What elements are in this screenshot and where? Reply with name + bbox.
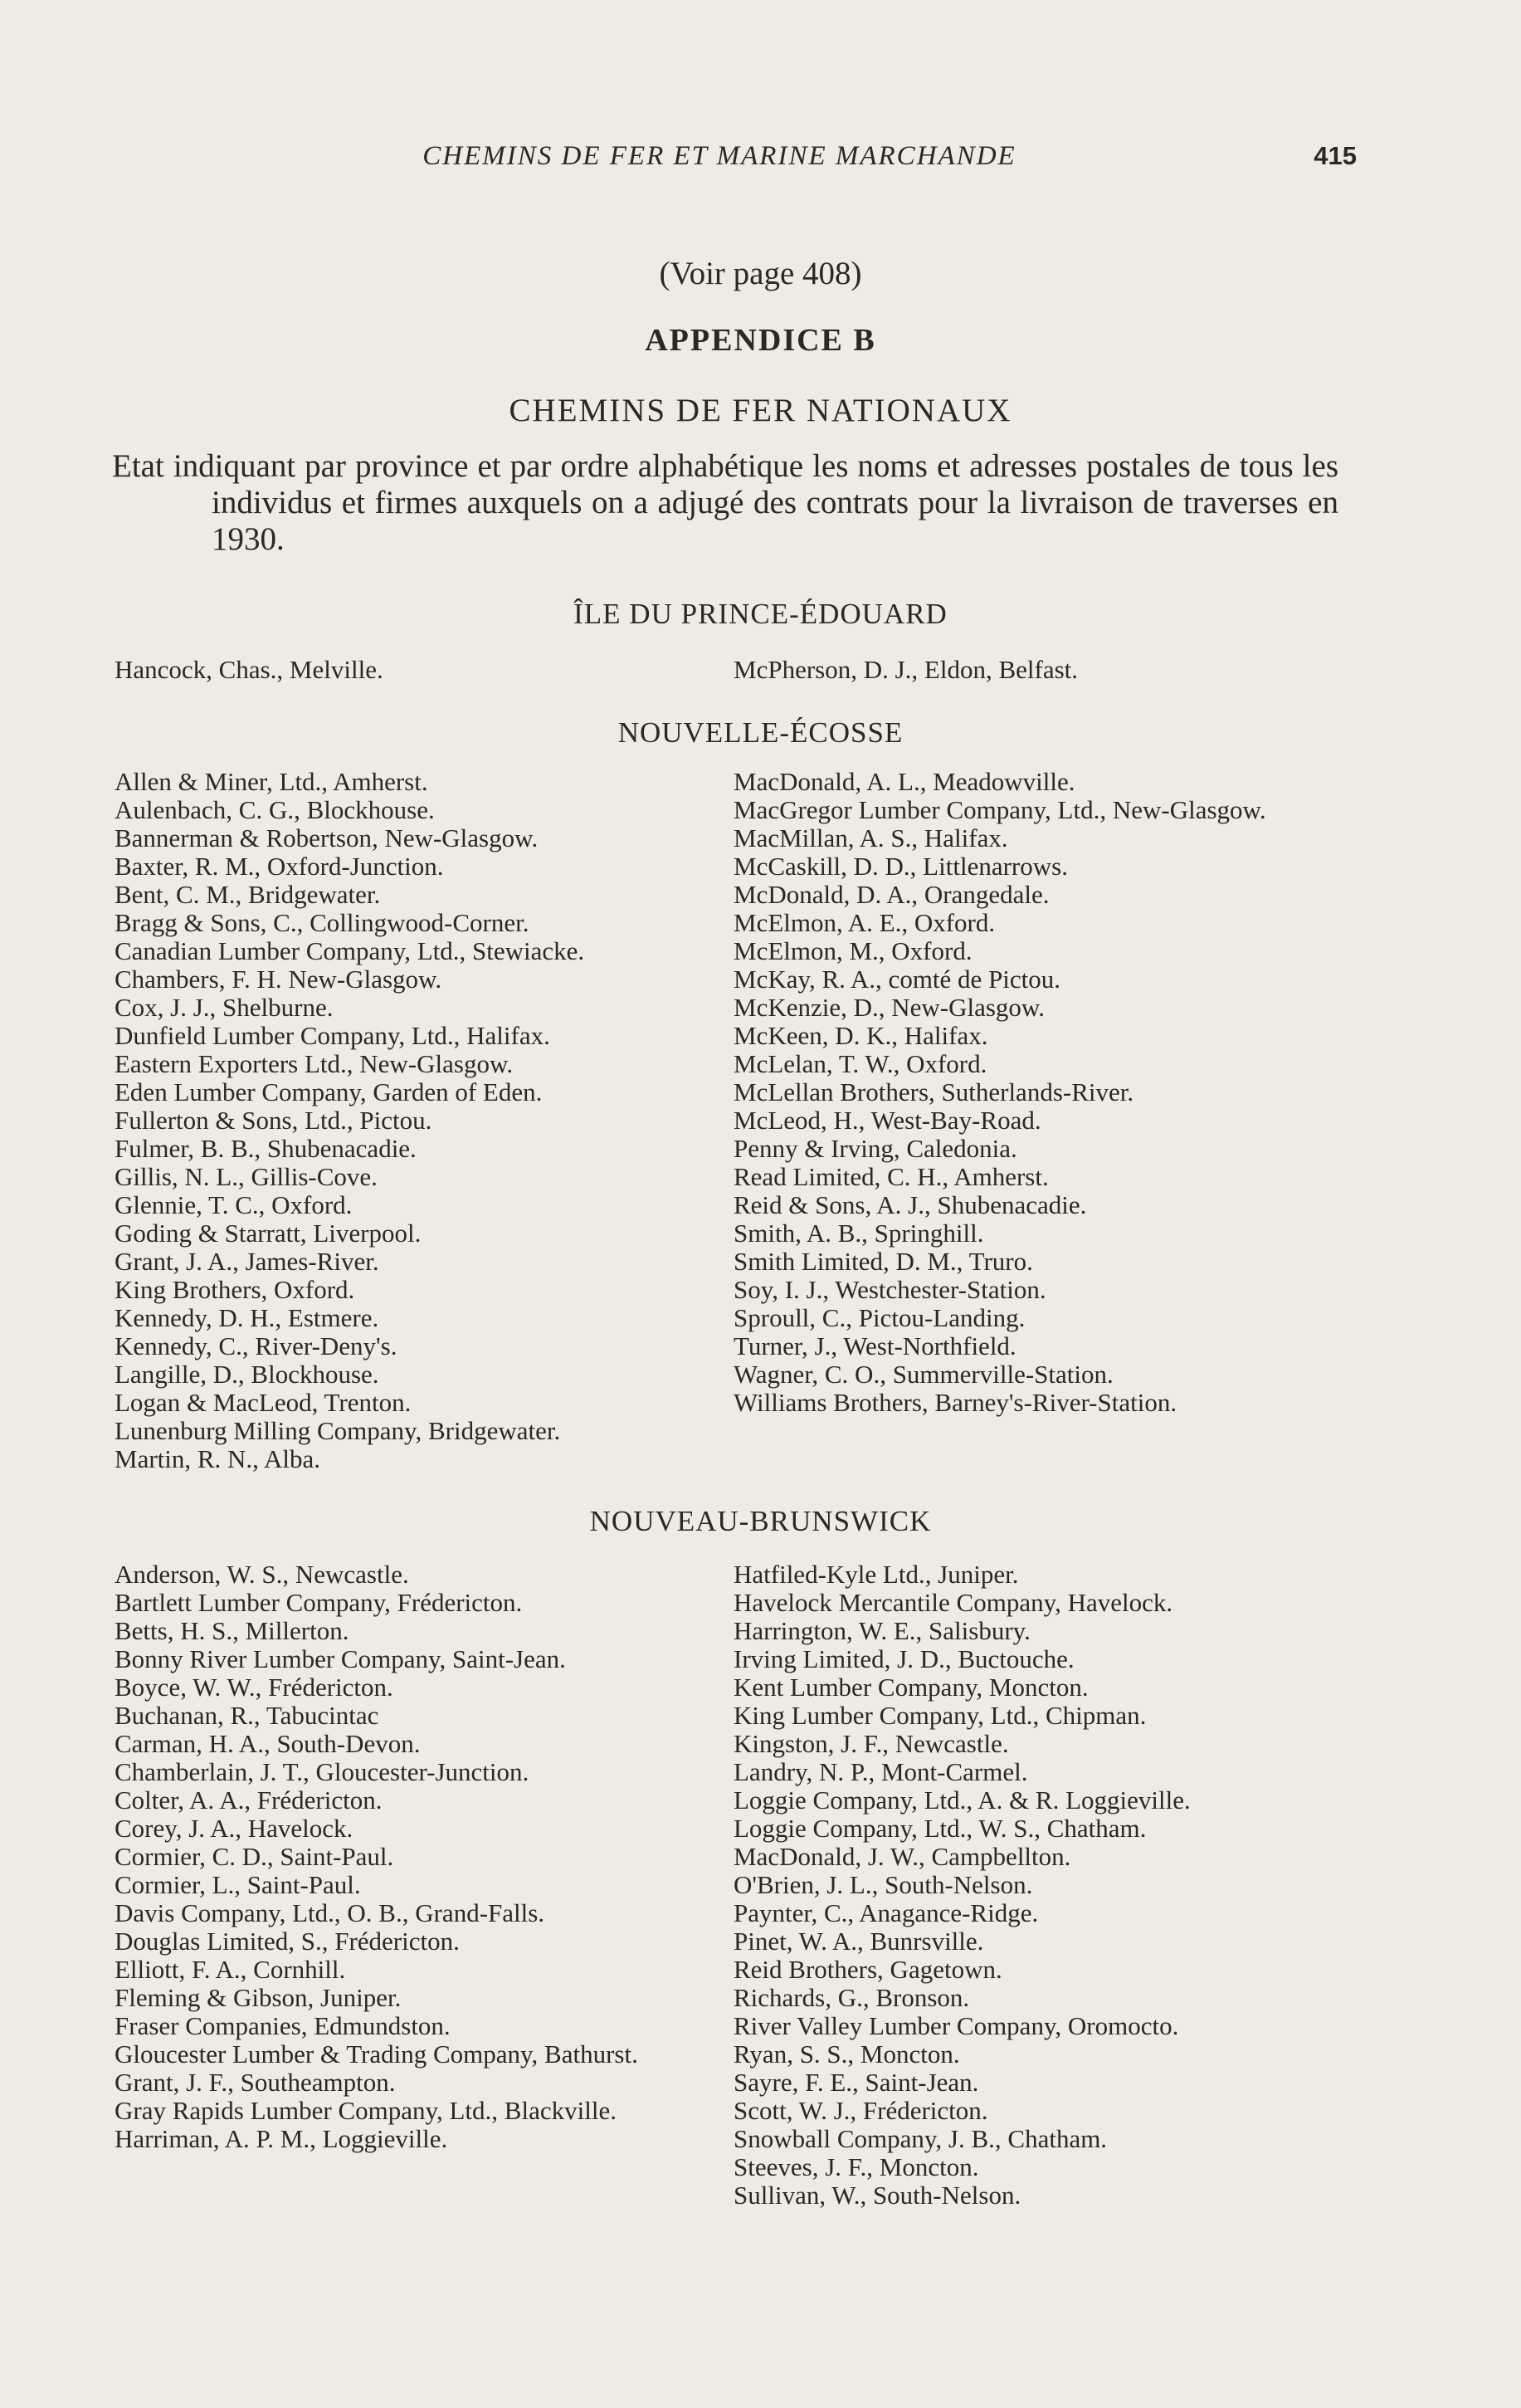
list-entry: Havelock Mercantile Company, Havelock. [734,1588,1173,1617]
list-entry: Ryan, S. S., Moncton. [734,2039,960,2069]
list-entry: Carman, H. A., South-Devon. [115,1729,421,1758]
list-entry: Wagner, C. O., Summerville-Station. [734,1360,1114,1389]
list-entry: Gloucester Lumber & Trading Company, Bathurst. [115,2039,638,2069]
list-entry: Canadian Lumber Company, Ltd., Stewiacke. [115,936,585,965]
list-entry: Dunfield Lumber Company, Ltd., Halifax. [115,1021,550,1050]
list-entry: Harriman, A. P. M., Loggieville. [115,2124,448,2153]
list-entry: River Valley Lumber Company, Oromocto. [734,2011,1179,2040]
section-heading-pei: ÎLE DU PRINCE-ÉDOUARD [573,598,948,630]
list-entry: Irving Limited, J. D., Buctouche. [734,1644,1075,1673]
list-entry: Turner, J., West-Northfield. [734,1331,1016,1360]
list-entry: Glennie, T. C., Oxford. [115,1190,353,1219]
list-entry: MacGregor Lumber Company, Ltd., New-Glasgow. [734,795,1266,824]
list-entry: MacDonald, J. W., Campbellton. [734,1842,1071,1871]
list-entry: Penny & Irving, Caledonia. [734,1134,1017,1163]
list-entry: Kennedy, C., River-Deny's. [115,1331,397,1360]
list-entry: McLelan, T. W., Oxford. [734,1049,987,1078]
list-entry: Martin, R. N., Alba. [115,1444,320,1473]
ns-list-right [734,768,1343,1417]
list-entry: Grant, J. A., James-River. [115,1247,379,1276]
list-entry: Chambers, F. H. New-Glasgow. [115,965,442,994]
list-entry: Eden Lumber Company, Garden of Eden. [115,1077,543,1106]
list-entry: McCaskill, D. D., Littlenarrows. [734,852,1068,881]
list-entry: Logan & MacLeod, Trenton. [115,1388,412,1417]
list-entry: Aulenbach, C. G., Blockhouse. [115,795,435,824]
list-entry: O'Brien, J. L., South-Nelson. [734,1870,1033,1899]
list-entry: Cormier, C. D., Saint-Paul. [115,1842,394,1871]
list-entry: Bent, C. M., Bridgewater. [115,880,381,909]
list-entry: Betts, H. S., Millerton. [115,1616,349,1645]
list-entry: Eastern Exporters Ltd., New-Glasgow. [115,1049,514,1078]
pei-list-right [734,656,1343,684]
list-entry: Anderson, W. S., Newcastle. [115,1560,409,1589]
list-entry: Langille, D., Blockhouse. [115,1360,379,1389]
list-entry: Steeves, J. F., Moncton. [734,2152,979,2181]
list-entry: Douglas Limited, S., Frédericton. [115,1927,460,1956]
appendix-title: APPENDICE B [645,323,876,358]
list-entry: Read Limited, C. H., Amherst. [734,1162,1049,1191]
list-entry: Snowball Company, J. B., Chatham. [734,2124,1108,2153]
list-entry: King Brothers, Oxford. [115,1275,355,1304]
list-entry: Baxter, R. M., Oxford-Junction. [115,852,444,881]
list-entry: Chamberlain, J. T., Gloucester-Junction. [115,1757,529,1786]
running-header [0,135,1521,177]
list-entry: Loggie Company, Ltd., A. & R. Loggieville. [734,1785,1191,1815]
list-entry: Cox, J. J., Shelburne. [115,993,334,1022]
list-entry: Smith Limited, D. M., Truro. [734,1247,1033,1276]
list-entry: Colter, A. A., Frédericton. [115,1785,383,1815]
list-entry: Bragg & Sons, C., Collingwood-Corner. [115,908,529,937]
network-title: CHEMINS DE FER NATIONAUX [509,393,1012,428]
list-entry: McKeen, D. K., Halifax. [734,1021,988,1050]
list-entry: Scott, W. J., Frédericton. [734,2096,988,2125]
list-entry: McLellan Brothers, Sutherlands-River. [734,1077,1134,1106]
nb-list-left [115,1561,709,2153]
list-entry: Loggie Company, Ltd., W. S., Chatham. [734,1814,1147,1843]
list-entry: Buchanan, R., Tabucintac [115,1701,379,1730]
ns-list-left [115,768,709,1473]
list-entry: Pinet, W. A., Bunrsville. [734,1927,984,1956]
list-entry: Williams Brothers, Barney's-River-Station. [734,1388,1177,1417]
list-entry: Smith, A. B., Springhill. [734,1219,984,1248]
list-entry: Gray Rapids Lumber Company, Ltd., Blackville. [115,2096,617,2125]
list-entry: Kent Lumber Company, Moncton. [734,1673,1089,1702]
list-entry: Sproull, C., Pictou-Landing. [734,1303,1026,1332]
list-entry: McElmon, A. E., Oxford. [734,908,996,937]
list-entry: Sullivan, W., South-Nelson. [734,2181,1021,2210]
list-entry: Bonny River Lumber Company, Saint-Jean. [115,1644,566,1673]
list-entry: Davis Company, Ltd., O. B., Grand-Falls. [115,1898,545,1927]
list-entry: Reid Brothers, Gagetown. [734,1955,1002,1984]
list-entry: Kennedy, D. H., Estmere. [115,1303,379,1332]
list-entry: Bartlett Lumber Company, Frédericton. [115,1588,523,1617]
pei-list-left [115,656,709,684]
page-reference: (Voir page 408) [659,256,862,291]
list-entry: Fleming & Gibson, Juniper. [115,1983,402,2012]
list-entry: Richards, G., Bronson. [734,1983,970,2012]
nb-list-right [734,1561,1343,2210]
list-entry: McDonald, D. A., Orangedale. [734,880,1050,909]
list-entry: McElmon, M., Oxford. [734,936,973,965]
running-title: CHEMINS DE FER ET MARINE MARCHANDE [422,141,1016,171]
list-entry: Lunenburg Milling Company, Bridgewater. [115,1416,561,1445]
list-entry: Goding & Starratt, Liverpool. [115,1219,422,1248]
list-entry: Gillis, N. L., Gillis-Cove. [115,1162,378,1191]
section-heading-ns: NOUVELLE-ÉCOSSE [617,716,904,749]
list-entry: Kingston, J. F., Newcastle. [734,1729,1009,1758]
list-entry: McKay, R. A., comté de Pictou. [734,965,1061,994]
list-entry: Harrington, W. E., Salisbury. [734,1616,1031,1645]
list-entry: Hancock, Chas., Melville. [115,655,383,684]
list-entry: Landry, N. P., Mont-Carmel. [734,1757,1028,1786]
list-entry: Allen & Miner, Ltd., Amherst. [115,767,428,796]
list-entry: Cormier, L., Saint-Paul. [115,1870,361,1899]
page-number: 415 [1314,141,1357,170]
list-entry: Paynter, C., Anagance-Ridge. [734,1898,1039,1927]
list-entry: McLeod, H., West-Bay-Road. [734,1106,1041,1135]
list-entry: King Lumber Company, Ltd., Chipman. [734,1701,1147,1730]
list-entry: Corey, J. A., Havelock. [115,1814,353,1843]
list-entry: McPherson, D. J., Eldon, Belfast. [734,655,1079,684]
list-entry: Fullerton & Sons, Ltd., Pictou. [115,1106,432,1135]
list-entry: McKenzie, D., New-Glasgow. [734,993,1046,1022]
section-heading-nb: NOUVEAU-BRUNSWICK [589,1505,932,1537]
list-entry: MacDonald, A. L., Meadowville. [734,767,1075,796]
list-entry: Elliott, F. A., Cornhill. [115,1955,346,1984]
list-entry: Soy, I. J., Westchester-Station. [734,1275,1046,1304]
intro-paragraph: Etat indiquant par province et par ordre alphabétique les noms et adresses postales de tous les individus et firmes auxquels on a adjugé des contrats pour la livraison de traverses en 1930. [112,448,1338,557]
list-entry: MacMillan, A. S., Halifax. [734,823,1008,852]
list-entry: Reid & Sons, A. J., Shubenacadie. [734,1190,1087,1219]
list-entry: Fraser Companies, Edmundston. [115,2011,451,2040]
list-entry: Fulmer, B. B., Shubenacadie. [115,1134,417,1163]
list-entry: Bannerman & Robertson, New-Glasgow. [115,823,539,852]
list-entry: Grant, J. F., Southeampton. [115,2068,396,2097]
list-entry: Hatfiled-Kyle Ltd., Juniper. [734,1560,1019,1589]
list-entry: Sayre, F. E., Saint-Jean. [734,2068,979,2097]
list-entry: Boyce, W. W., Frédericton. [115,1673,393,1702]
